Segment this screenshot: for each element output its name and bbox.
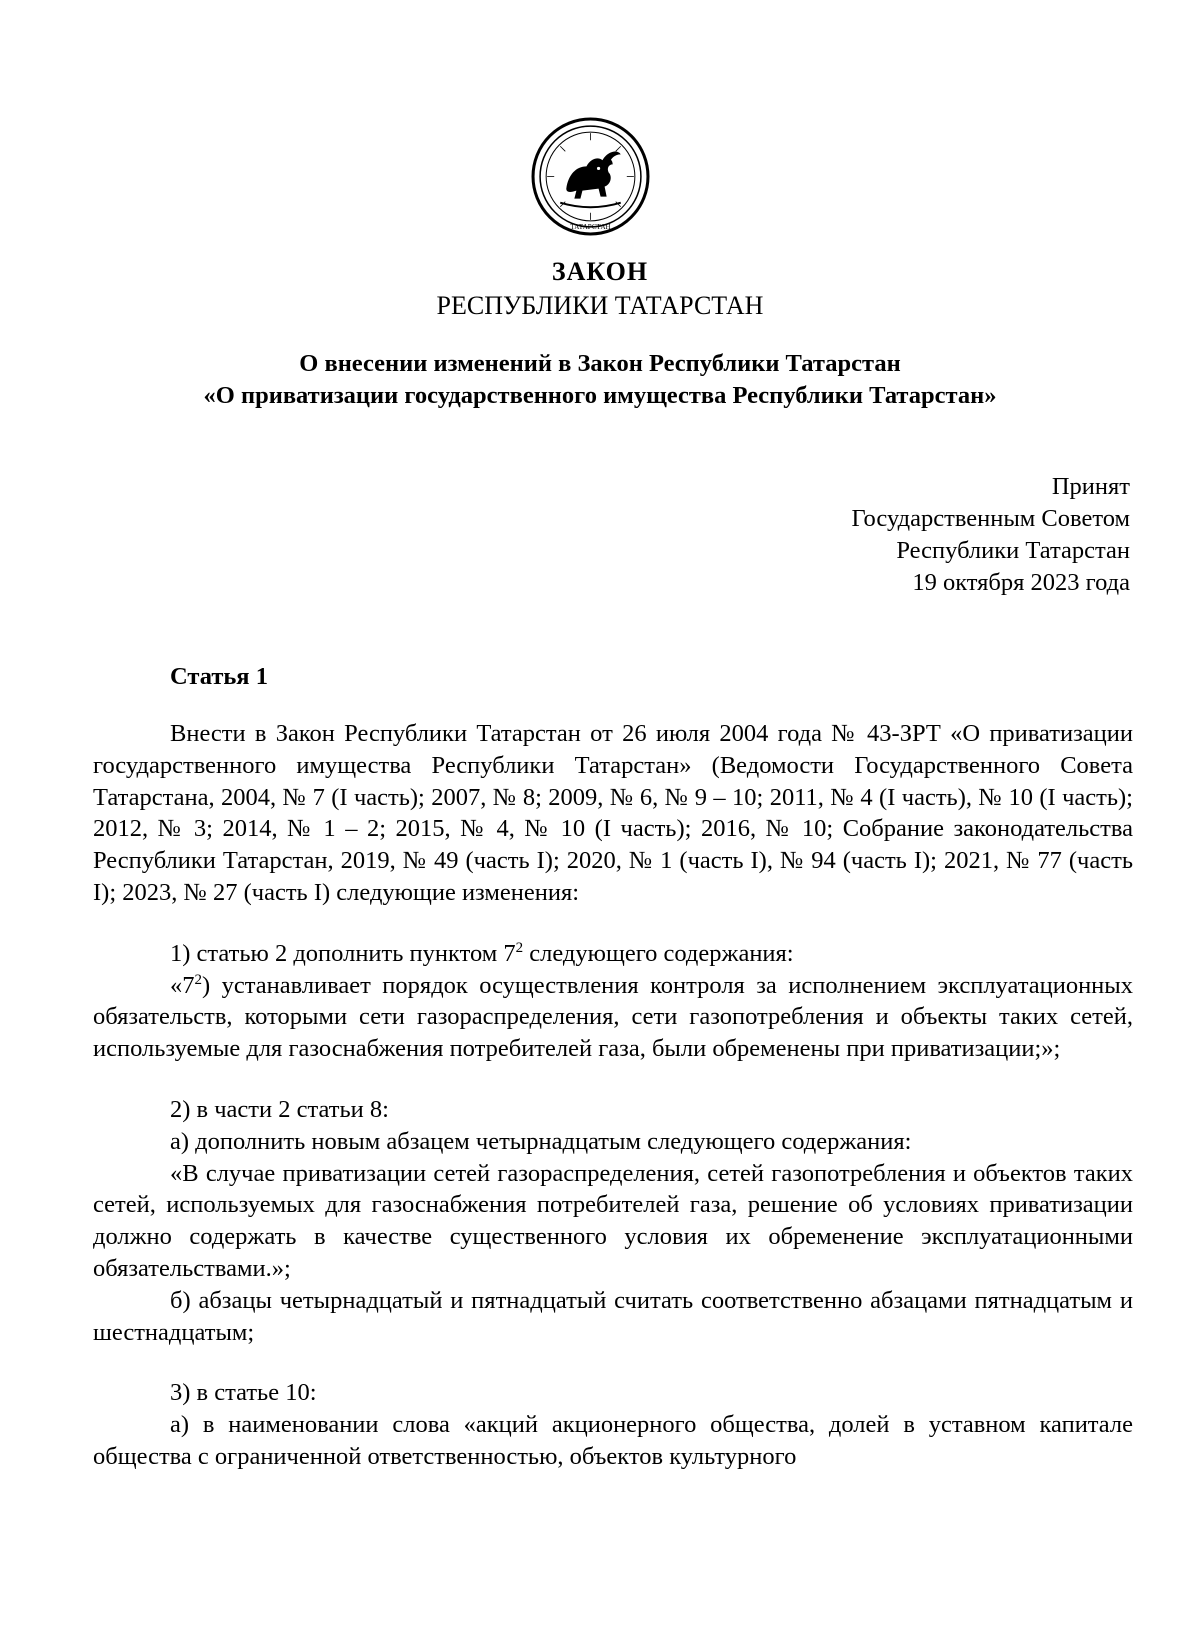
amendment-item-2a-quote: «В случае приватизации сетей газораспределения, сетей газопотребления и объектов таких сетей, используемых для газоснабжения потребителей газа, решение об условиях приватизации должно содержать в качестве существенного условия их обременение эксплуатационными обязательствами.»; <box>93 1159 1133 1282</box>
amendment-item-3: 3) в статье 10: <box>170 1379 317 1407</box>
item-1-text-end: следующего содержания: <box>523 939 794 967</box>
law-name-line-1: О внесении изменений в Закон Республики Татарстан <box>299 350 901 377</box>
adopted-line-1: Принят <box>1051 473 1130 500</box>
item-1-quote-superscript: 2 <box>194 971 202 988</box>
amendment-item-1 <box>93 938 1133 970</box>
amendment-item-2a: а) дополнить новым абзацем четырнадцатым следующего содержания: <box>170 1127 912 1155</box>
law-name-line-2: «О приватизации государственного имущества Республики Татарстан» <box>203 382 997 409</box>
amendment-item-1-quote <box>93 970 1133 1065</box>
tatarstan-coat-of-arms-icon <box>530 116 651 237</box>
item-1-quote-text: ) устанавливает порядок осуществления контроля за исполнением эксплуатационных обязательств, которыми сети газораспределения, сети газопотребления и объекты таких сетей, используемые для газоснабжения потребителей газа, были обременены при приватизации;»; <box>93 971 1133 1063</box>
adoption-date: 19 октября 2023 года <box>912 569 1130 596</box>
adopted-line-2: Государственным Советом <box>851 505 1130 532</box>
amendment-item-3a: а) в наименовании слова «акций акционерного общества, долей в уставном капитале общества с ограниченной ответственностью, объектов культурного <box>93 1411 1133 1470</box>
amendment-item-2: 2) в части 2 статьи 8: <box>170 1095 389 1123</box>
article-body <box>93 718 1133 1473</box>
item-1-superscript: 2 <box>515 939 524 956</box>
article-heading: Статья 1 <box>170 663 268 690</box>
adoption-block <box>852 471 1130 599</box>
law-issuer-subtitle: РЕСПУБЛИКИ ТАТАРСТАН <box>436 291 764 320</box>
emblem-ring-text: ТАТАРСТАН <box>570 222 611 231</box>
law-name <box>0 348 1200 412</box>
article-intro-paragraph: Внести в Закон Республики Татарстан от 26 июля 2004 года № 43-ЗРТ «О приватизации государственного имущества Республики Татарстан» (Ведомости Государственного Совета Татарстана, 2004, № 7 (I часть); 2007, № 8; 2009, № 6, № 9 – 10; 2011, № 4 (I часть), № 10 (I часть); 2012, № 3; 2014, № 1 – 2; 2015, № 4, № 10 (I часть); 2016, № 10; Собрание законодательства Республики Татарстан, 2019, № 49 (часть I); 2020, № 1 (часть I), № 94 (часть I); 2021, № 77 (часть I); 2023, № 27 (часть I) следующие изменения: <box>93 720 1133 906</box>
item-1-quote-start: «7 <box>170 971 195 999</box>
adopted-line-3: Республики Татарстан <box>896 537 1130 564</box>
amendment-item-2b: б) абзацы четырнадцатый и пятнадцатый считать соответственно абзацами пятнадцатым и шестнадцатым; <box>93 1286 1133 1346</box>
item-1-text: 1) статью 2 дополнить пунктом 7 <box>170 939 516 967</box>
law-type-title: ЗАКОН <box>551 257 649 286</box>
